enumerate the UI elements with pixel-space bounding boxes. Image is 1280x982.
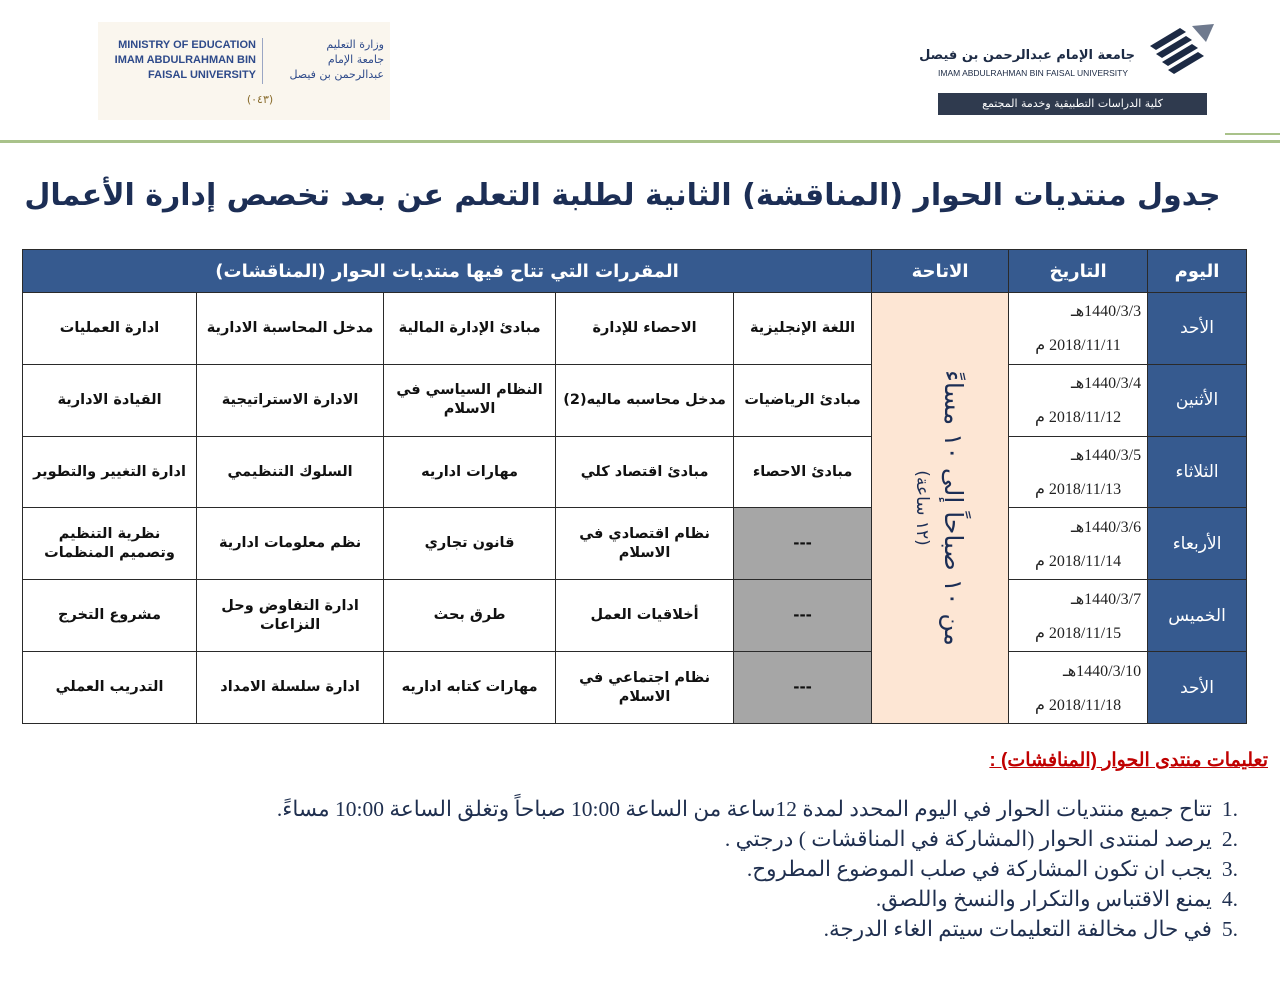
- ministry-en-line-1: MINISTRY OF EDUCATION: [118, 39, 256, 51]
- hijri-date: 1440/3/7هـ: [1071, 590, 1142, 608]
- course-cell: ادارة التفاوض وحل النزاعات: [197, 580, 384, 652]
- empty-course-cell: ---: [734, 580, 872, 652]
- instruction-item: [138, 824, 1238, 854]
- row-day: الثلاثاء: [1148, 436, 1247, 508]
- table-row: [23, 652, 1247, 724]
- header-courses: المقررات التي تتاح فيها منتديات الحوار (المناقشات): [23, 250, 872, 293]
- ministry-en-line-3: FAISAL UNIVERSITY: [148, 69, 256, 81]
- course-cell: مبادئ الرياضيات: [734, 364, 872, 436]
- table-row: [23, 293, 1247, 365]
- university-name-english: IMAM ABDULRAHMAN BIN FAISAL UNIVERSITY: [938, 68, 1129, 78]
- course-cell: مشروع التخرج: [23, 580, 197, 652]
- availability-time: من ١٠ صباحاً إلى ١٠ مساءً: [939, 370, 969, 646]
- ministry-ar-line-2: جامعة الإمام: [327, 53, 384, 66]
- course-cell: مدخل محاسبه ماليه(2): [556, 364, 734, 436]
- course-cell: نظم معلومات ادارية: [197, 508, 384, 580]
- row-date: [1009, 436, 1148, 508]
- gregorian-date: 2018/11/14 م: [1034, 552, 1122, 570]
- instruction-text: تتاح جميع منتديات الحوار في اليوم المحدد لمدة 12ساعة من الساعة 10:00 صباحاً وتغلق الساعة 10:00 مساءً.: [276, 797, 1212, 821]
- table-row: [23, 436, 1247, 508]
- instruction-item: [138, 854, 1238, 884]
- course-cell: ادارة سلسلة الامداد: [197, 652, 384, 724]
- college-name-band: كلية الدراسات التطبيقية وخدمة المجتمع: [938, 93, 1207, 115]
- ministry-logo-code: (٠٤٣): [246, 93, 274, 106]
- instruction-item: [138, 794, 1238, 824]
- course-cell: مهارات كتابه اداريه: [384, 652, 556, 724]
- gregorian-date: 2018/11/12 م: [1034, 409, 1122, 427]
- page-title: جدول منتديات الحوار (المناقشة) الثانية لطلبة التعلم عن بعد تخصص إدارة الأعمال: [24, 178, 1221, 213]
- instructions-heading: تعليمات منتدى الحوار (المنافشات) :: [989, 750, 1268, 771]
- instruction-text: يجب ان تكون المشاركة في صلب الموضوع المطروح.: [746, 857, 1212, 881]
- course-cell: القيادة الادارية: [23, 364, 197, 436]
- header-divider-accent: [1225, 133, 1280, 135]
- hijri-date: 1440/3/3هـ: [1071, 303, 1142, 321]
- schedule-table: [22, 249, 1247, 724]
- gregorian-date: 2018/11/18 م: [1034, 696, 1122, 714]
- row-day: الأحد: [1148, 652, 1247, 724]
- course-cell: مدخل المحاسبة الادارية: [197, 293, 384, 365]
- instruction-number: .2: [1221, 827, 1238, 851]
- hijri-date: 1440/3/4هـ: [1071, 375, 1142, 393]
- ministry-ar-line-3: عبدالرحمن بن فيصل: [289, 68, 384, 81]
- instruction-text: يمنع الاقتباس والتكرار والنسخ واللصق.: [875, 887, 1212, 911]
- instructions-list: [138, 794, 1238, 944]
- row-day: الأحد: [1148, 293, 1247, 365]
- course-cell: نظام اقتصادي في الاسلام: [556, 508, 734, 580]
- row-date: [1009, 652, 1148, 724]
- gregorian-date: 2018/11/13 م: [1034, 481, 1122, 499]
- row-date: [1009, 364, 1148, 436]
- gregorian-date: 2018/11/15 م: [1034, 624, 1122, 642]
- instruction-number: .1: [1221, 797, 1238, 821]
- instruction-number: .3: [1221, 857, 1238, 881]
- row-day: الأربعاء: [1148, 508, 1247, 580]
- course-cell: أخلاقيات العمل: [556, 580, 734, 652]
- instruction-number: .5: [1221, 917, 1238, 941]
- header-date: التاريخ: [1009, 250, 1148, 293]
- course-cell: نظرية التنظيم وتصميم المنظمات: [23, 508, 197, 580]
- row-date: [1009, 508, 1148, 580]
- row-day: الأثنين: [1148, 364, 1247, 436]
- university-logo-icon: [1140, 20, 1220, 84]
- row-date: [1009, 293, 1148, 365]
- course-cell: السلوك التنظيمي: [197, 436, 384, 508]
- course-cell: ادارة العمليات: [23, 293, 197, 365]
- availability-cell: [872, 293, 1009, 724]
- course-cell: مبادئ الإدارة المالية: [384, 293, 556, 365]
- ministry-logo-english: [100, 38, 256, 83]
- ministry-en-line-2: IMAM ABDULRAHMAN BIN: [114, 54, 256, 66]
- hijri-date: 1440/3/6هـ: [1071, 518, 1142, 536]
- table-header-row: [23, 250, 1247, 293]
- instruction-text: يرصد لمنتدى الحوار (المشاركة في المناقشات ) درجتي .: [724, 827, 1212, 851]
- university-name-arabic: جامعة الإمام عبدالرحمن بن فيصل: [919, 48, 1135, 63]
- instruction-text: في حال مخالفة التعليمات سيتم الغاء الدرجة.: [823, 917, 1212, 941]
- course-cell: مهارات اداريه: [384, 436, 556, 508]
- course-cell: قانون تجاري: [384, 508, 556, 580]
- empty-course-cell: ---: [734, 508, 872, 580]
- availability-duration: (١٢ ساعة): [912, 470, 933, 546]
- instruction-item: [138, 884, 1238, 914]
- row-day: الخميس: [1148, 580, 1247, 652]
- course-cell: ادارة التغيير والتطوير: [23, 436, 197, 508]
- header-divider-line: [0, 140, 1280, 143]
- empty-course-cell: ---: [734, 652, 872, 724]
- table-row: [23, 580, 1247, 652]
- course-cell: مبادئ الاحصاء: [734, 436, 872, 508]
- course-cell: مبادئ اقتصاد كلي: [556, 436, 734, 508]
- hijri-date: 1440/3/5هـ: [1071, 447, 1142, 465]
- ministry-logo-arabic: [266, 37, 384, 82]
- course-cell: التدريب العملي: [23, 652, 197, 724]
- gregorian-date: 2018/11/11 م: [1035, 337, 1121, 355]
- ministry-logo-divider: [262, 38, 263, 84]
- instruction-number: .4: [1221, 887, 1238, 911]
- ministry-ar-line-1: وزارة التعليم: [326, 38, 384, 51]
- table-row: [23, 508, 1247, 580]
- course-cell: النظام السياسي في الاسلام: [384, 364, 556, 436]
- course-cell: الاحصاء للإدارة: [556, 293, 734, 365]
- row-date: [1009, 580, 1148, 652]
- course-cell: اللغة الإنجليزية: [734, 293, 872, 365]
- course-cell: طرق بحث: [384, 580, 556, 652]
- course-cell: نظام اجتماعي في الاسلام: [556, 652, 734, 724]
- header-availability: الاتاحة: [872, 250, 1009, 293]
- header-day: اليوم: [1148, 250, 1247, 293]
- course-cell: الادارة الاستراتيجية: [197, 364, 384, 436]
- instruction-item: [138, 914, 1238, 944]
- table-row: [23, 364, 1247, 436]
- hijri-date: 1440/3/10هـ: [1063, 662, 1142, 680]
